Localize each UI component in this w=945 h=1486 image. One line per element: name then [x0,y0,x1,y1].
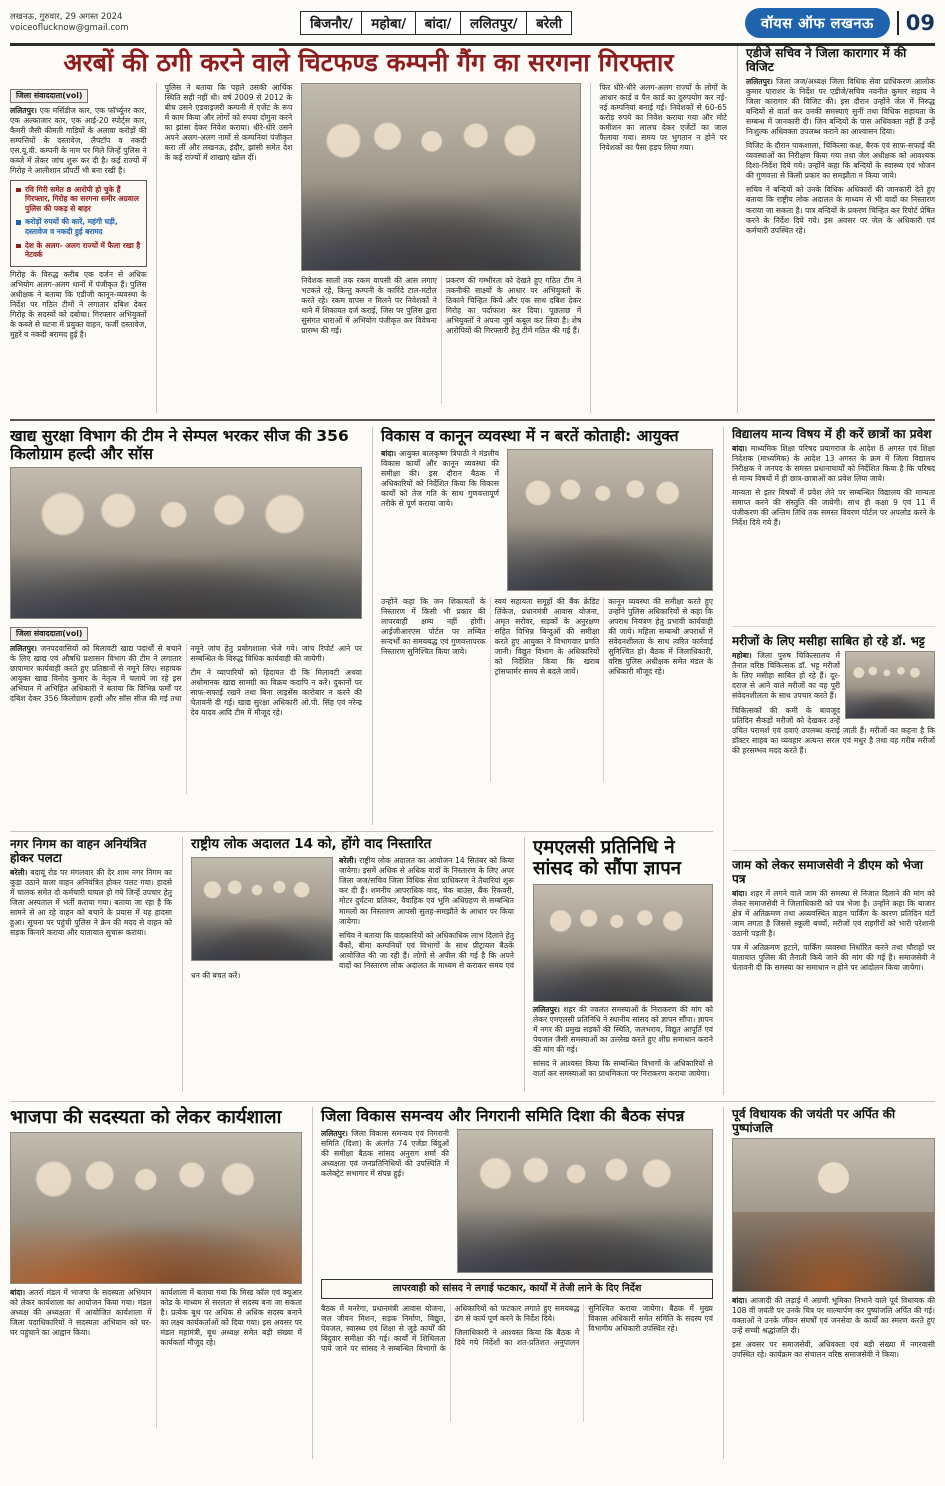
edition-mahoba: महोबा/ [361,11,416,35]
food-body-text: जनपदवासियों को मिलावटी खाद्य पदार्थों से बचाने के लिए खाद्य एवं औषधि प्रशासन विभाग की टीम ने लगातार छापामार कार्यवाही करते हुए प्रतिष्ठानों से नमूने लिए। सहायक आयुक्त खाद्य विनोद कुमार के नेतृत्व में चलाये जा रहे इस अभियान में अभिहित अधिकारी ने बताया कि विभिन्न फर्मों पर दबिश देकर 356 किलोग्राम हल्दी और सॉस सीज की गई तथा नमूने जांच हेतु प्रयोगशाला भेजे गये। जांच रिपोर्ट आने पर सम्बन्धित के विरुद्ध विधिक कार्यवाही की जायेगी। [10,644,362,704]
commissioner-body-para: उन्होंने कहा कि जन शिकायतों के निस्तारण में किसी भी प्रकार की लापरवाही क्षम्य नहीं होगी। आईजीआरएस पोर्टल पर लम्बित सन्दर्भों का समयबद्ध एवं गुणवत्तापरक निस्तारण सुनिश्चित किया जाये। [381,596,486,656]
lead-body-para: प्रकरण की गम्भीरता को देखते हुए गठित टीम ने तकनीकी साक्ष्यों के आधार पर अभियुक्तों के ठिकाने चिन्हित किये और एक साथ दबिश देकर गिरोह का पर्दाफाश कर दिया। पूछताछ में अभियुक्तों ने अपना जुर्म कबूल कर लिया है। शेष आरोपियों की गिरफ्तारी हेतु टीमें गठित की गई हैं। [445,275,582,335]
article-traffic-jam-letter [732,858,935,1088]
lead-headline: अरबों की ठगी करने वाले चिटफण्ड कम्पनी गैंग का सरगना गिरफ्तार [63,48,674,77]
article-municipal-vehicle-overturn [10,837,172,1092]
byline: जिला संवाददाता(vol) [10,89,88,103]
dateline: ललितपुर। [10,105,37,115]
band-3 [10,831,713,1092]
photo-bjp-workshop-crowd [10,1132,302,1284]
vehicle-headline: नगर निगम का वाहन अनियंत्रित होकर पलटा [10,836,147,865]
dateline: ललितपुर। [533,1005,560,1015]
dateline: ललितपुर। [746,77,773,87]
vehicle-body-text: बदायूं रोड पर मंगलवार की देर शाम नगर निगम का कूड़ा उठाने वाला वाहन अनियंत्रित होकर पलट गया। हादसे में चालक समेत दो कर्मचारी घायल हो गये जिन्हें उपचार हेतु जिला अस्पताल में भर्ती कराया गया। बताया जा रहा है कि सामने से आ रहे वाहन को बचाने के प्रयास में यह हादसा हुआ। सूचना पर पहुंची पुलिस ने क्रेन की मदद से वाहन को सड़क किनारे कराया और यातायात सुचारू कराया। [10,867,172,937]
lead-highlights-box [10,180,147,267]
photo-doctor-with-patients [845,651,935,719]
page-number: 09 [897,11,935,35]
photo-memorandum-handover [533,884,713,1002]
commissioner-top [381,449,713,593]
bjp-body [10,1288,302,1428]
jam-body-para: पत्र में अतिक्रमण हटाने, पार्किंग व्यवस्था निर्धारित करने तथा चौराहों पर यातायात पुलिस की तैनाती किये जाने की मांग की गई है। समाजसेवी ने चेतावनी दी कि समस्या का समाधान न होने पर आंदोलन किया जायेगा। [732,943,935,973]
commissioner-body-para: कानून व्यवस्था की समीक्षा करते हुए उन्होंने पुलिस अधिकारियों से कहा कि अपराध नियंत्रण हेतु प्रभावी कार्यवाही की जाये। महिला सम्बन्धी अपराधों में संवेदनशीलता के साथ त्वरित कार्रवाई सुनिश्चित हो। बैठक में जिलाधिकारी, वरिष्ठ पुलिस अधीक्षक समेत मंडल के अधिकारी मौजूद रहे। [608,596,713,676]
lead-col-1 [10,83,147,413]
article-chitfund-arrest [10,46,727,413]
doctor-body-text: जिला पुरुष चिकित्सालय में तैनात वरिष्ठ चिकित्सक डॉ. भट्ट मरीजों के लिए मसीहा साबित हो रहे हैं। दूर-दराज से आने वाले मरीजों का वह पूरी संवेदनशीलता के साथ उपचार करते हैं। [732,651,840,701]
masthead [10,6,935,46]
vehicle-body-para [10,868,172,938]
dateline: बांदा। [732,1295,748,1305]
article-commissioner-review [372,427,713,825]
lead-section [10,46,935,421]
band-2 [10,427,713,825]
photo-divisional-meeting [507,449,713,591]
mlc-headline: एमएलसी प्रतिनिधि ने सांसद को सौंपा ज्ञापन [533,836,681,880]
photo-disha-meeting [457,1129,713,1273]
lead-photo-column [301,83,581,413]
article-doctor-bhatt [732,634,935,851]
disha-body [321,1304,713,1422]
commissioner-body [381,597,713,782]
adj-body-text: जिला जज/अध्यक्ष जिला विधिक सेवा प्राधिकरण आलोक कुमार पाराशर के निर्देश पर एडीजे/सचिव नवनीत कुमार सहाय ने जिला कारागार की विजिट की। इस दौरान उन्होंने जेल में निरुद्ध बन्दियों से वार्ता कर उनकी समस्याएं सुनीं तथा विधिक सहायता के सम्बन्ध में जानकारी दी। जिन बन्दियों के पास अधिवक्ता नहीं हैं उन्हें निःशुल्क अधिवक्ता उपलब्ध कराने का आश्वासन दिया। [746,77,935,137]
school-body-para [732,444,935,484]
edition-bijnor: बिजनौर/ [300,11,363,35]
bjp-body-text: अतर्रा मंडल में भाजपा के सदस्यता अभियान को लेकर कार्यशाला का आयोजन किया गया। मंडल अध्यक्ष की अध्यक्षता में आयोजित कार्यशाला में जिला पदाधिकारियों ने सदस्यता अभियान को घर-घर पहुंचाने का आह्वान किया। [10,1288,152,1338]
adj-body-para: विजिट के दौरान पाकशाला, चिकित्सा कक्ष, बैरक एवं साफ-सफाई की व्यवस्थाओं का निरीक्षण किया गया तथा जेल अधीक्षक को आवश्यक दिशा-निर्देश दिये गये। उन्होंने कहा कि बन्दियों के स्वास्थ्य एवं भोजन की गुणवत्ता से किसी प्रकार का समझौता न किया जाये। [746,141,935,181]
lead-body-para: पुलिस ने बताया कि पहले उसकी आर्थिक स्थिति सही नहीं थी। वर्ष 2009 से 2012 के बीच उसने एडवाइजरी कम्पनी में एजेंट के रूप में काम किया और लोगों को रुपया दोगुना करने का झांसा देकर निवेश कराया। धीरे-धीरे उसने अपने अलग-अलग नामों से कम्पनियां पंजीकृत करा लीं और लखनऊ, इंदौर, झांसी समेत देश के कई राज्यों में शाखाएं खोल दीं। [164,82,293,162]
disha-top [321,1129,713,1275]
adalat-headline: राष्ट्रीय लोक अदालत 14 को, होंगे वाद निस्तारित [191,835,432,852]
commissioner-body-para: स्वयं सहायता समूहों की बैंक क्रेडिट लिंकेज, प्रधानमंत्री आवास योजना, अमृत सरोवर, सड़कों के अनुरक्षण सहित विभिन्न बिन्दुओं की समीक्षा करते हुए आयुक्त ने विभागवार प्रगति जानी। विद्युत विभाग के अधिकारियों को निर्देशित किया कि खराब ट्रांसफार्मर समय से बदले जायें। [494,596,600,676]
article-food-safety [10,427,362,825]
lead-col-5 [590,83,727,413]
highlight-item: रवि गिरी समेत 8 आरोपी हो चुके हैं गिरफ्तार, गिरोह का सरगना समीर अग्रवाल पुलिस की पकड़ से बाहर [16,185,141,214]
lead-content [10,83,727,413]
article-lok-adalat [182,837,514,1092]
edition-lalitpur: ललितपुर/ [460,11,528,35]
disha-intro [321,1129,449,1271]
lead-body-para: गिरोह के विरुद्ध करीब एक दर्जन से अधिक अभियोग अलग-अलग थानों में पंजीकृत हैं। पुलिस अधीक्षक ने बताया कि एडीजी कानून-व्यवस्था के निर्देश पर गठित टीमों ने लगातार दबिश देकर गिरोह के सदस्यों को दबोचा। गिरफ्तार अभियुक्तों के कब्जे से घटना में प्रयुक्त वाहन, फर्जी दस्तावेज, मुहरें व नकदी बरामद हुई है। [10,269,147,340]
tribute-body [732,1296,935,1446]
dateline: ललितपुर। [321,1128,348,1138]
food-body [10,644,362,794]
lead-intro-text: एक मर्सिडीज कार, एक फॉर्च्यूनर कार, एक अल्काजार कार, एक आई-20 स्पोर्ट्स कार, कैमरी जैसी कीमती गाड़ियों के अलावा करोड़ों की सम्पत्तियों के दस्तावेज, लैपटॉप व नकदी एस.यू.वी. कम्पनी के नाम पर मिले जिन्हें पुलिस ने कब्जे में लेकर जांच शुरू कर दी है। कई राज्यों में गिरोह ने आलीशान प्रॉपर्टी भी बना रखी है। [10,105,147,175]
article-disha-meeting [312,1107,713,1459]
commissioner-headline: विकास व कानून व्यवस्था में न बरतें कोताही: आयुक्त [381,426,679,445]
contact-email: voiceoflucknow@gmail.com [10,23,129,33]
dateline: ललितपुर। [10,644,37,654]
disha-body-para: जिलाधिकारी ने आश्वस्त किया कि बैठक में दिये गये निर्देशों का शत-प्रतिशत अनुपालन सुनिश्चित कराया जायेगा। बैठक में मुख्य विकास अधिकारी समेत समिति के सदस्य एवं विभागीय अधिकारी उपस्थित रहे। [454,1303,713,1347]
school-headline: विद्यालय मान्य विषय में ही करें छात्रों का प्रवेश [732,426,932,441]
commissioner-intro [381,449,499,589]
photo-lok-adalat-office [191,857,333,961]
dateline: बरेली। [339,856,357,866]
lead-col-2 [156,83,293,413]
jam-headline: जाम को लेकर समाजसेवी ने डीएम को भेजा पत्र [732,857,923,887]
doctor-headline: मरीजों के लिए मसीहा साबित हो रहे डॉ. भट्ट [732,634,925,649]
jam-body-para [732,889,935,939]
masthead-brand-area [745,8,935,38]
article-school-admission [732,427,935,628]
lead-wrap [10,46,935,413]
edition-strip [302,11,572,35]
edition-bareilly: बरेली [526,11,572,35]
dateline: बांदा। [732,889,748,899]
lead-intro-para [10,106,147,176]
middle-section [10,427,935,1095]
adalat-body-text: राष्ट्रीय लोक अदालत का आयोजन 14 सितंबर को किया जायेगा। इसमें अधिक से अधिक वादों के निस्तारण के लिए अपर जिला जज/सचिव जिला विधिक सेवा प्राधिकरण ने तैयारियां शुरू कर दी हैं। शमनीय आपराधिक वाद, चेक बाउंस, बैंक रिकवरी, मोटर दुर्घटना प्रतिकर, वैवाहिक एवं भूमि अधिग्रहण से सम्बन्धित मामलों का निस्तारण आपसी सुलह-समझौते के आधार पर किया जायेगा। [339,856,514,926]
brand-logo: वॉयस ऑफ लखनऊ [745,8,890,38]
photo-garlanded-portrait [732,1138,935,1292]
school-body-para: मान्यता से इतर विषयों में प्रवेश लेने पर सम्बन्धित विद्यालय की मान्यता समाप्त करने की संस्तुति की जायेगी। साथ ही कक्षा 9 एवं 11 में पंजीकरण की अन्तिम तिथि तक समस्त विवरण पोर्टल पर अपलोड करने के निर्देश दिये गये हैं। [732,487,935,527]
right-rail [723,427,935,1095]
byline: जिला संवाददाता(vol) [10,627,88,641]
disha-headline: जिला विकास समन्वय और निगरानी समिति दिशा की बैठक संपन्न [321,1106,685,1125]
band-4 [10,1101,935,1459]
masthead-dateline [10,12,129,35]
disha-intro-text: जिला विकास समन्वय एवं निगरानी समिति (दिशा) के अंतर्गत 74 एजेंडा बिंदुओं की समीक्षा बैठक सांसद अनुराग शर्मा की अध्यक्षता एवं जनप्रतिनिधियों की उपस्थिति में कलेक्ट्रेट सभागार में संपन्न हुई। [321,1128,449,1178]
commissioner-intro-text: आयुक्त बालकृष्ण त्रिपाठी ने मंडलीय विकास कार्यों और कानून व्यवस्था की समीक्षा की। इस दौरान बैठक में अधिकारियों को निर्देशित किया कि विकास कार्यों को तेज गति के साथ गुणवत्तापूर्ण तरीके से पूर्ण कराया जाये। [381,448,499,508]
lead-body-para: निवेशक सालों तक रकम वापसी की आस लगाए भटकते रहे, किन्तु कम्पनी के कारिंदे टाल-मटोल करते रहे। रकम वापस न मिलने पर निवेशकों ने थाने में शिकायत दर्ज कराई, जिस पर पुलिस द्वारा सुसंगत धाराओं में अभियोग पंजीकृत कर विवेचना प्रारम्भ की गई। [301,275,437,335]
edition-banda: बांदा/ [415,11,462,35]
food-byline-row [10,621,362,644]
middle-left [10,427,713,1095]
disha-body-para: बैठक में मनरेगा, प्रधानमंत्री आवास योजना, जल जीवन मिशन, सड़क निर्माण, विद्युत, पेयजल, स्वास्थ्य एवं शिक्षा से जुड़े कार्यों की बिंदुवार समीक्षा की गई। कार्यों में शिथिलता पाये जाने पर सांसद ने सम्बन्धित विभागों के अधिकारियों को फटकार लगाते हुए समयबद्ध ढंग से कार्य पूर्ण करने के निर्देश दिये। [321,1303,580,1353]
food-body-para: टीम ने व्यापारियों को हिदायत दी कि मिलावटी अथवा अधोमानक खाद्य सामग्री का विक्रय कदापि न करें। दुकानों पर साफ-सफाई रखने तथा बिना लाइसेंस कारोबार न करने की चेतावनी दी गई। खाद्य सुरक्षा अधिकारी ओ.पी. सिंह एवं नरेन्द्र देव यादव आदि टीम में मौजूद रहे। [190,668,362,718]
issue-date: लखनऊ, गुरुवार, 29 अगस्त 2024 [10,11,123,22]
highlight-item: करोड़ों रुपयों की कारें, महंगी घड़ी, दस्तावेज व नकदी हुई बरामद [16,217,141,236]
food-headline: खाद्य सुरक्षा विभाग की टीम ने सेम्पल भरकर सीज की 356 किलोग्राम हल्दी और सॉस [10,426,349,463]
dateline: बांदा। [381,448,397,458]
article-ex-mla-tribute [723,1107,935,1459]
school-body-text: माध्यमिक शिक्षा परिषद प्रयागराज के आदेश 8 अगस्त एवं शिक्षा निदेशक (माध्यमिक) के आदेश 13 अगस्त के क्रम में जिला विद्यालय निरीक्षक ने जनपद के समस्त प्रधानाचार्यों को निर्देशित किया है कि परिषद से मान्य विषयों में ही छात्र-छात्राओं का प्रवेश लिया जाये। [732,443,935,483]
bjp-headline: भाजपा की सदस्यता को लेकर कार्यशाला [10,1106,282,1128]
tribute-headline: पूर्व विधायक की जयंती पर अर्पित की पुष्पांजलि [732,1106,896,1135]
dateline: बरेली। [10,867,28,877]
tribute-body-text: आजादी की लड़ाई में अग्रणी भूमिका निभाने वाले पूर्व विधायक की 108 वीं जयंती पर उनके चित्र पर माल्यार्पण कर पुष्पांजलि अर्पित की गई। वक्ताओं ने उनके जीवन संघर्षों एवं जनसेवा के कार्यों का स्मरण करते हुए उन्हें सच्ची श्रद्धांजलि दी। [732,1295,935,1335]
jam-body-text: शहर में लगने वाले जाम की समस्या से निजात दिलाने की मांग को लेकर समाजसेवी ने जिलाधिकारी को पत्र भेजा है। उन्होंने कहा कि बाजार क्षेत्र में अतिक्रमण तथा अव्यवस्थित वाहन पार्किंग के कारण प्रतिदिन घंटों जाम लगता है जिससे स्कूली बच्चों, मरीजों एवं राहगीरों को भारी परेशानी उठानी पड़ती है। [732,889,935,939]
bjp-body-para: कार्यशाला में बताया गया कि मिस्ड कॉल एवं क्यूआर कोड के माध्यम से सरलता से सदस्य बना जा सकता है। प्रत्येक बूथ पर अधिक से अधिक सदस्य बनाने का लक्ष्य कार्यकर्ताओं को दिया गया। इस अवसर पर मंडल महामंत्री, बूथ अध्यक्ष समेत बड़ी संख्या में कार्यकर्ता मौजूद रहे। [160,1288,302,1348]
adalat-body-para: सचिव ने बताया कि वादकारियों को अधिकाधिक लाभ दिलाने हेतु बैंकों, बीमा कम्पनियों एवं विभागों के साथ प्रीट्रायल बैठकें आयोजित की जा रही हैं। लोगों से अपील की गई है कि अपने वादों का निस्तारण लोक अदालत के माध्यम से कराकर समय एवं धन की बचत करें। [191,930,514,980]
highlight-item: देश के अलग- अलग राज्यों में फैला रखा है नेटवर्क [16,241,141,260]
tribute-body-para: इस अवसर पर समाजसेवी, अधिवक्ता एवं बड़ी संख्या में नगरवासी उपस्थित रहे। कार्यक्रम का संचालन वरिष्ठ समाजसेवी ने किया। [732,1339,935,1359]
bjp-body-para [10,1288,152,1338]
article-mlc-memorandum [524,837,713,1092]
dateline: महोबा। [732,651,752,661]
mlc-body-para [533,1005,713,1055]
dateline: बांदा। [732,443,748,453]
lead-body-para: फिर धीरे-धीरे अलग-अलग राज्यों के लोगों के आधार कार्ड व पैन कार्ड का दुरुपयोग कर नई-नई कम्पनियां बनाई गईं। निवेशकों से 60-65 करोड़ रुपये का निवेश कराया गया और मोटे कमीशन का लालच देकर एजेंटों का जाल फैलाया गया। समय पर भुगतान न होने पर निवेशकों का पैसा हड़प लिया गया। [599,82,727,152]
disha-subheadline: लापरवाही को सांसद ने लगाई फटकार, कार्यों में तेजी लाने के दिए निर्देश [321,1279,713,1299]
dateline: बांदा। [10,1288,26,1298]
doctor-body-para: चिकित्सकों की कमी के बावजूद प्रतिदिन सैकड़ों मरीजों को देखकर उन्हें उचित परामर्श एवं दवाएं उपलब्ध कराई जाती हैं। मरीजों का कहना है कि डॉक्टर साहब का व्यवहार अत्यन्त सरल एवं मधुर है तथा वह गरीब मरीजों की हरसम्भव मदद करते हैं। [732,705,935,755]
adj-headline: एडीजे सचिव ने जिला कारागार में की विजिट [746,46,907,75]
tribute-body-para [732,1296,935,1336]
lead-under-photo-text [301,276,581,404]
photo-police-press-conference [301,83,581,271]
adj-body-para [746,77,935,137]
article-bjp-membership-workshop [10,1107,302,1459]
adj-body-para: सचिव ने बन्दियों को उनके विधिक अधिकारों की जानकारी देते हुए बताया कि राष्ट्रीय लोक अदालत के माध्यम से भी वादों का निस्तारण कराया जा सकता है। पात्र बन्दियों के प्रकरण चिन्हित कर रिपोर्ट प्रेषित करने के निर्देश दिये गये। इस अवसर पर जेल के अधिकारी एवं कर्मचारी उपस्थित रहे। [746,185,935,235]
article-adj-jail-visit [737,46,935,413]
mlc-body-para: सांसद ने आश्वस्त किया कि सम्बन्धित विभागों के अधिकारियों से वार्ता कर समस्याओं का प्राथमिकता पर निराकरण कराया जायेगा। [533,1059,713,1079]
photo-food-inspection [10,467,362,619]
mlc-body-text: शहर की ज्वलंत समस्याओं के निराकरण की मांग को लेकर एमएलसी प्रतिनिधि ने स्थानीय सांसद को ज्ञापन सौंपा। ज्ञापन में नगर की प्रमुख सड़कों की स्थिति, जलभराव, विद्युत आपूर्ति एवं पेयजल जैसी समस्याओं का उल्लेख करते हुए शीघ्र समाधान कराने की मांग की गई। [533,1005,713,1055]
